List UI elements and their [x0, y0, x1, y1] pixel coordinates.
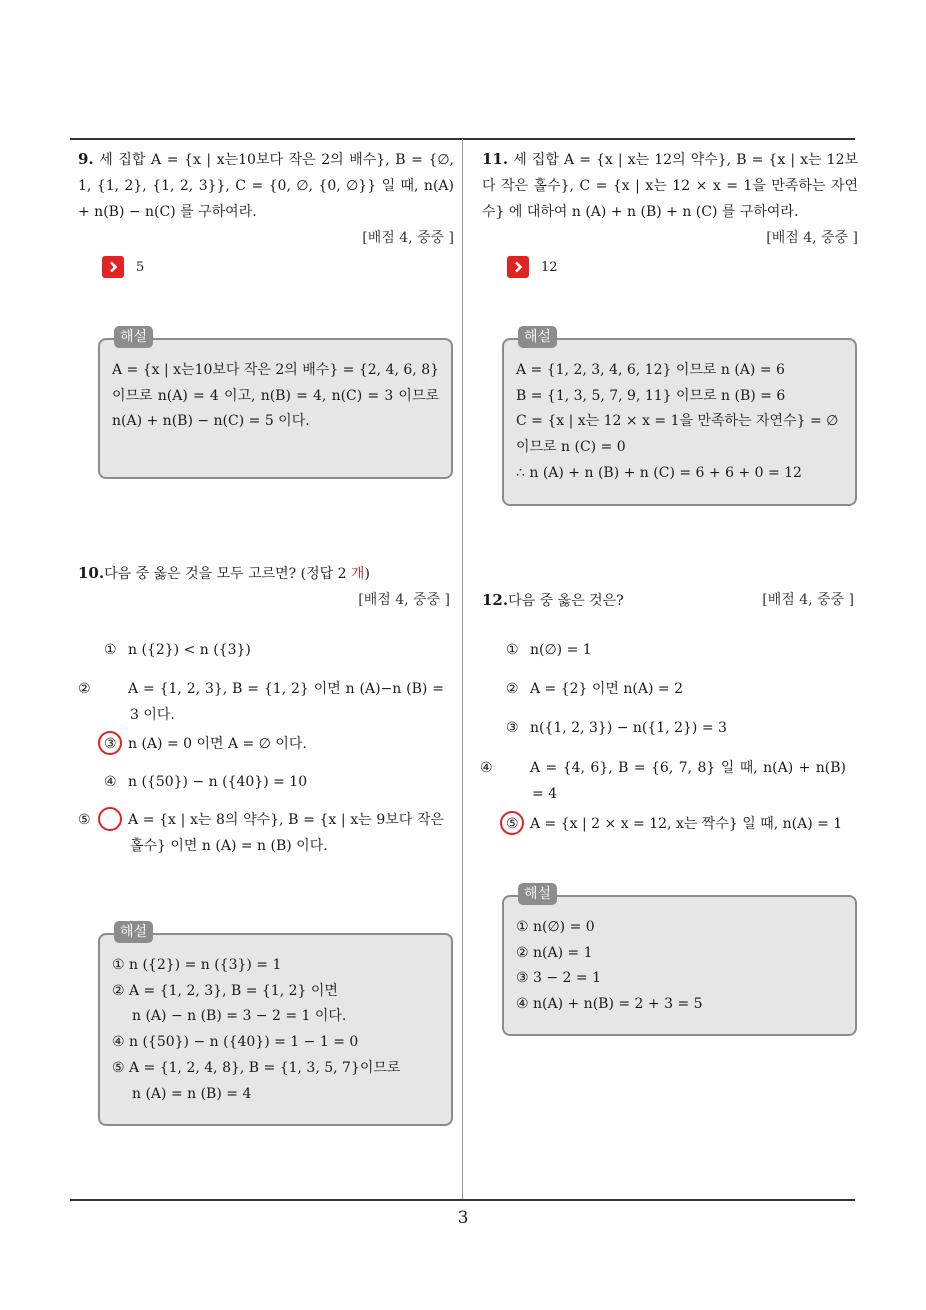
- question-10: [78, 560, 450, 613]
- question-text-suffix: ): [364, 566, 370, 582]
- choice-12-3[interactable]: [506, 715, 846, 741]
- solution-label: 해설: [518, 326, 557, 348]
- solution-line: ④ n ({50}) − n ({40}) = 1 − 1 = 0: [112, 1034, 359, 1051]
- choice-mark: ④: [480, 760, 493, 776]
- question-number: 9.: [78, 150, 94, 168]
- choice-text: n(∅) = 1: [530, 642, 592, 658]
- choice-mark: ①: [104, 642, 117, 658]
- question-number: 11.: [482, 150, 509, 168]
- solution-line: ④ n(A) + n(B) = 2 + 3 = 5: [516, 996, 703, 1013]
- choice-text: n ({50}) − n ({40}) = 10: [128, 774, 308, 790]
- solution-line: B = {1, 3, 5, 7, 9, 11} 이므로 n (B) = 6: [516, 387, 786, 404]
- choice-mark: ⑤: [78, 812, 91, 828]
- question-11: [482, 146, 858, 251]
- choice-mark: ①: [506, 642, 519, 658]
- choice-12-1[interactable]: [506, 637, 846, 663]
- choice-10-3[interactable]: [104, 731, 444, 757]
- question-text-highlight: 개: [350, 566, 365, 582]
- answer-9: [102, 256, 144, 278]
- answer-11: [507, 256, 558, 278]
- question-12: [482, 587, 854, 614]
- solution-line: ② A = {1, 2, 3}, B = {1, 2} 이면: [112, 982, 338, 999]
- solution-line: 이므로 n (C) = 0: [516, 439, 626, 456]
- selected-answer-circle: [98, 731, 122, 755]
- solution-box-9: [98, 329, 453, 479]
- solution-box-12: [502, 886, 857, 1036]
- solution-line: C = {x | x는 12 × x = 1을 만족하는 자연수} = ∅: [516, 413, 839, 430]
- solution-label: 해설: [114, 326, 153, 348]
- solution-line: n (A) − n (B) = 3 − 2 = 1 이다.: [132, 1008, 347, 1025]
- choice-mark: ②: [78, 681, 91, 697]
- solution-box-10: [98, 924, 453, 1126]
- solution-line: ② n(A) = 1: [516, 944, 593, 961]
- choice-text: A = {4, 6}, B = {6, 7, 8} 일 때, n(A) + n(B) = 4: [530, 760, 846, 802]
- column-divider: [462, 139, 463, 1201]
- question-meta: [배점 4, 중중 ]: [362, 230, 454, 246]
- choice-text: n({1, 2, 3}) − n({1, 2}) = 3: [530, 720, 727, 736]
- page-number: 3: [457, 1208, 469, 1228]
- choice-text: A = {2} 이면 n(A) = 2: [530, 681, 684, 697]
- chevron-right-icon: [507, 256, 529, 278]
- chevron-right-icon: [102, 256, 124, 278]
- question-text: 세 집합 A = {x | x는10보다 작은 2의 배수}, B = {∅, 1, {1, 2}, {1, 2, 3}}, C = {0, ∅, {0, ∅}} 일 때, n(A) + n(B) − n(C) 를 구하여라.: [78, 152, 454, 220]
- choice-text: n ({2}) < n ({3}): [128, 642, 251, 658]
- choice-12-5[interactable]: [506, 811, 851, 837]
- solution-label: 해설: [518, 883, 557, 905]
- choice-text: A = {x | 2 × x = 12, x는 짝수} 일 때, n(A) = 1: [530, 816, 843, 832]
- choice-12-2[interactable]: [506, 676, 846, 702]
- selected-answer-circle: [500, 811, 524, 835]
- question-text: 다음 중 옳은 것을 모두 고르면? (정답 2: [104, 566, 351, 582]
- choice-mark: ④: [104, 774, 117, 790]
- choice-mark: ③: [506, 720, 519, 736]
- solution-box-11: [502, 329, 857, 506]
- choice-10-1[interactable]: [104, 637, 444, 663]
- question-meta: [배점 4, 중중 ]: [358, 592, 450, 608]
- solution-line: ① n(∅) = 0: [516, 919, 595, 935]
- question-number: 12.: [482, 591, 509, 609]
- answer-value: 5: [136, 259, 145, 275]
- question-number: 10.: [78, 564, 105, 582]
- solution-line: ③ 3 − 2 = 1: [516, 970, 601, 987]
- question-meta: [배점 4, 중중 ]: [766, 230, 858, 246]
- answer-value: 12: [541, 259, 558, 275]
- question-meta: [배점 4, 중중 ]: [762, 592, 854, 608]
- choice-10-2[interactable]: [78, 676, 444, 728]
- solution-line: ∴ n (A) + n (B) + n (C) = 6 + 6 + 0 = 12: [516, 464, 802, 481]
- choice-text: A = {x | x는 8의 약수}, B = {x | x는 9보다 작은 홀수} 이면 n (A) = n (B) 이다.: [128, 812, 444, 854]
- choice-text: A = {1, 2, 3}, B = {1, 2} 이면 n (A)−n (B) = 3 이다.: [128, 681, 444, 723]
- solution-line: A = {x | x는10보다 작은 2의 배수} = {2, 4, 6, 8} 이므로 n(A) = 4 이고, n(B) = 4, n(C) = 3 이므로 n(A) + n(B) − n(C) = 5 이다.: [112, 362, 440, 430]
- question-9: [78, 146, 454, 251]
- solution-label: 해설: [114, 921, 153, 943]
- choice-10-4[interactable]: [104, 769, 444, 795]
- solution-line: n (A) = n (B) = 4: [132, 1085, 252, 1102]
- choice-text: n (A) = 0 이면 A = ∅ 이다.: [128, 736, 307, 752]
- choice-mark: ⑤: [506, 816, 519, 832]
- choice-12-4[interactable]: [480, 755, 846, 807]
- selected-answer-circle: [98, 807, 122, 831]
- solution-line: ⑤ A = {1, 2, 4, 8}, B = {1, 3, 5, 7}이므로: [112, 1059, 401, 1076]
- solution-line: A = {1, 2, 3, 4, 6, 12} 이므로 n (A) = 6: [516, 362, 785, 378]
- choice-10-5[interactable]: [78, 807, 444, 859]
- choice-mark: ③: [104, 736, 117, 752]
- bottom-rule: [70, 1199, 855, 1201]
- question-text: 다음 중 옳은 것은?: [508, 593, 624, 609]
- choice-mark: ②: [506, 681, 519, 697]
- question-text: 세 집합 A = {x | x는 12의 약수}, B = {x | x는 12보다 작은 홀수}, C = {x | x는 12 × x = 1을 만족하는 자연수} 에 대하여 n (A) + n (B) + n (C) 를 구하여라.: [482, 152, 858, 220]
- solution-line: ① n ({2}) = n ({3}) = 1: [112, 957, 282, 973]
